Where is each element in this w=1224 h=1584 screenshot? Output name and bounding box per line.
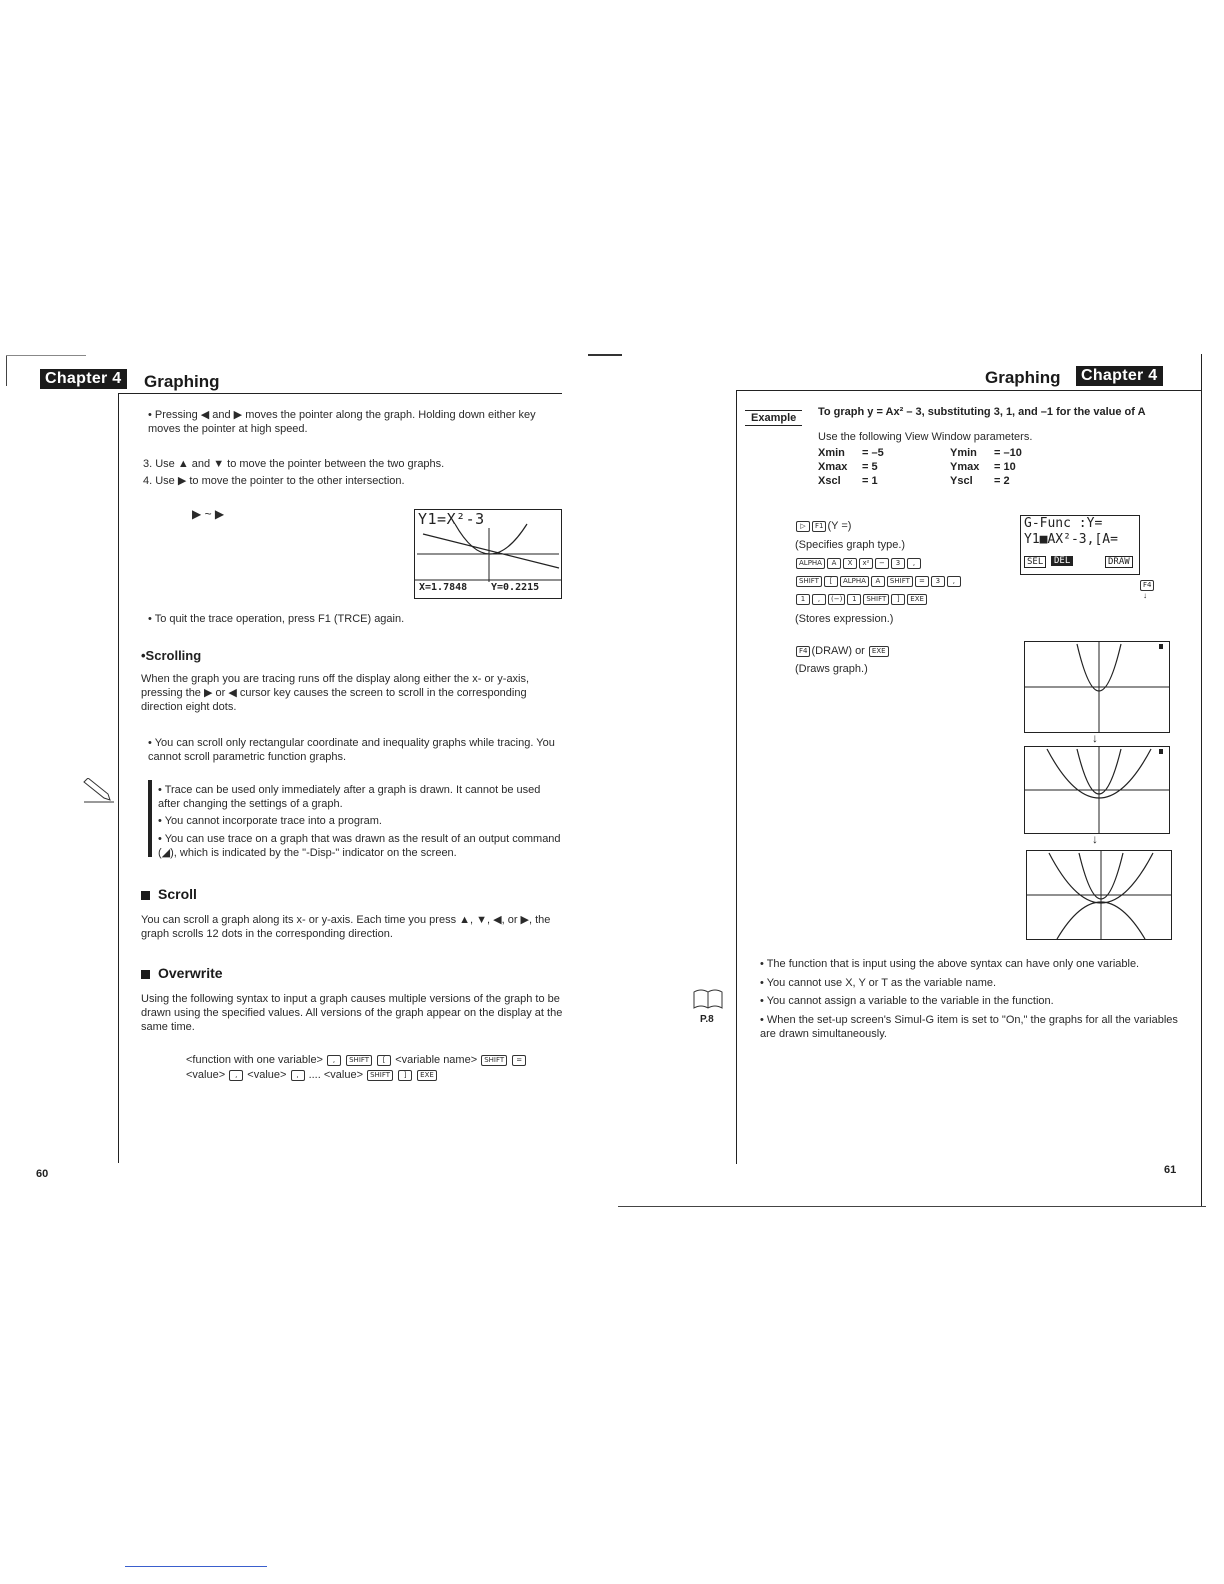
close-bracket-key-icon: ] bbox=[891, 594, 905, 605]
note-2: • You cannot incorporate trace into a program. bbox=[158, 815, 382, 827]
right-bullet-3: • You cannot assign a variable to the variable in the function. bbox=[760, 995, 1054, 1007]
f4-key-icon: F4 bbox=[796, 646, 810, 657]
equals-key-icon: = bbox=[512, 1055, 526, 1066]
a-key-icon: A bbox=[827, 558, 841, 569]
param-row bbox=[814, 446, 1026, 460]
down-arrow-1: ↓ bbox=[1092, 731, 1098, 745]
alpha-key-icon: ALPHA bbox=[796, 558, 825, 569]
param-row bbox=[814, 474, 1026, 488]
key-row-3 bbox=[795, 592, 928, 606]
busy-indicator bbox=[1159, 644, 1163, 649]
minus-key-icon: − bbox=[875, 558, 889, 569]
reference-label: P.8 bbox=[700, 1014, 714, 1025]
right-bullet-4: • When the set-up screen's Simul-G item is set to "On," the graphs for all the variables are drawn simultaneously. bbox=[760, 1014, 1178, 1040]
view-window-params bbox=[814, 446, 1026, 488]
draw-step-label: (DRAW) or bbox=[811, 645, 865, 657]
comma-key-icon: , bbox=[291, 1070, 305, 1081]
exe-key-icon: EXE bbox=[417, 1070, 437, 1081]
one-key-icon: 1 bbox=[847, 594, 861, 605]
right-page-number: 61 bbox=[1164, 1164, 1177, 1176]
note-3: • You can use trace on a graph that was drawn as the result of an output command (◢), which is indicated by the "-Disp-" indicator on the screen. bbox=[158, 833, 561, 859]
heading-square-icon bbox=[141, 970, 150, 979]
left-edge-line bbox=[6, 356, 7, 386]
overwrite-text: Using the following syntax to input a graph causes multiple versions of the graph to be drawn using the specified values. All versions of the graph appear on the display at the same time. bbox=[141, 993, 563, 1033]
bottom-rule bbox=[618, 1206, 1206, 1207]
draw-note: (Draws graph.) bbox=[795, 663, 868, 675]
syntax-value-2: <value> bbox=[247, 1069, 287, 1081]
syntax-value-n: .... <value> bbox=[308, 1069, 363, 1081]
close-bracket-key-icon: ] bbox=[398, 1070, 412, 1081]
right-bullet-1: • The function that is input using the above syntax can have only one variable. bbox=[760, 958, 1140, 970]
note-bar bbox=[148, 780, 152, 857]
right-chapter-chip: Chapter 4 bbox=[1076, 366, 1163, 386]
line-curve bbox=[423, 534, 559, 568]
step-4: 4. Use ▶ to move the pointer to the other intersection. bbox=[143, 475, 405, 487]
param-value: = –10 bbox=[994, 447, 1022, 459]
equals-key-icon: = bbox=[915, 576, 929, 587]
param-value: = 10 bbox=[994, 461, 1016, 473]
syntax-line-2 bbox=[186, 1068, 438, 1082]
step-y-keys bbox=[795, 519, 851, 533]
f4-arrow: ↓ bbox=[1143, 591, 1147, 600]
comma-key-icon: , bbox=[812, 594, 826, 605]
left-top-thin-rule bbox=[6, 355, 86, 356]
param-key: Ymax bbox=[950, 461, 980, 473]
del-softkey: DEL bbox=[1051, 556, 1073, 566]
scroll-heading-text: Scroll bbox=[158, 886, 197, 902]
comma-key-icon: , bbox=[947, 576, 961, 587]
param-key: Xmin bbox=[818, 447, 845, 459]
step-3: 3. Use ▲ and ▼ to move the pointer between the two graphs. bbox=[143, 458, 445, 470]
scroll-only-note: • You can scroll only rectangular coordinate and inequality graphs while tracing. You cannot scroll parametric function graphs. bbox=[148, 737, 555, 763]
a-key-icon: A bbox=[871, 576, 885, 587]
overwrite-heading-text: Overwrite bbox=[158, 965, 223, 981]
param-key: Ymin bbox=[950, 447, 977, 459]
left-margin-rule bbox=[118, 393, 119, 1163]
overwrite-heading bbox=[141, 965, 223, 981]
param-value: = 1 bbox=[862, 475, 878, 487]
readout-x: X=1.7848 bbox=[419, 582, 468, 593]
syntax-value-1: <value> bbox=[186, 1069, 226, 1081]
exe-key-icon: EXE bbox=[907, 594, 927, 605]
square-key-icon: x² bbox=[859, 558, 873, 569]
scrolling-text: When the graph you are tracing runs off the display along either the x- or y-axis, pressing the ▶ or ◀ cursor key causes the screen to scroll in the corresponding direction eight dots. bbox=[141, 673, 530, 713]
step-y-note: (Specifies graph type.) bbox=[795, 539, 906, 551]
shift-key-icon: SHIFT bbox=[346, 1055, 372, 1066]
one-key-icon: 1 bbox=[796, 594, 810, 605]
f4-label: F4 bbox=[1140, 580, 1154, 591]
right-section-title: Graphing bbox=[985, 368, 1061, 387]
footer-link-line bbox=[125, 1566, 267, 1567]
scrolling-title: •Scrolling bbox=[141, 648, 202, 663]
down-arrow-2: ↓ bbox=[1092, 832, 1098, 846]
param-value: = 2 bbox=[994, 475, 1010, 487]
example-label: Example bbox=[745, 410, 802, 426]
step-y-label: (Y =) bbox=[827, 520, 852, 532]
param-key: Xmax bbox=[818, 461, 848, 473]
x-key-icon: X bbox=[843, 558, 857, 569]
comma-key-icon: , bbox=[907, 558, 921, 569]
left-header-rule bbox=[118, 393, 562, 394]
syntax-variable: <variable name> bbox=[395, 1054, 478, 1066]
f1-key-icon: F1 bbox=[812, 521, 826, 532]
param-key: Yscl bbox=[950, 475, 973, 487]
bracket-key-icon: [ bbox=[377, 1055, 391, 1066]
graph-screen-am1 bbox=[1026, 850, 1172, 940]
calc-screen-trace bbox=[414, 509, 562, 599]
graph-screen-a1 bbox=[1024, 746, 1170, 834]
graph-screen-a3 bbox=[1024, 641, 1170, 733]
param-value: = 5 bbox=[862, 461, 878, 473]
param-row bbox=[814, 460, 1026, 474]
screen-title: Y1=X²-3 bbox=[418, 510, 485, 528]
right-margin-rule bbox=[736, 390, 737, 1164]
bracket-key-icon: [ bbox=[824, 576, 838, 587]
gfunc-line-1: G-Func :Y= bbox=[1024, 516, 1103, 531]
scroll-text: You can scroll a graph along its x- or y-axis. Each time you press ▲, ▼, ◀, or ▶, the graph scrolls 12 dots in the corresponding direction. bbox=[141, 914, 551, 940]
parabola-curve bbox=[455, 524, 527, 554]
shift-key-icon: SHIFT bbox=[796, 576, 822, 587]
heading-square-icon bbox=[141, 891, 150, 900]
negative-key-icon: (−) bbox=[828, 594, 845, 605]
syntax-line-1 bbox=[186, 1053, 527, 1067]
shift-key-icon: SHIFT bbox=[863, 594, 889, 605]
param-key: Xscl bbox=[818, 475, 841, 487]
graph-a1 bbox=[1025, 747, 1169, 833]
left-chapter-chip: Chapter 4 bbox=[40, 369, 127, 389]
comma-key-icon: , bbox=[229, 1070, 243, 1081]
book-reference-icon bbox=[692, 986, 724, 1012]
param-value: = –5 bbox=[862, 447, 884, 459]
right-edge-rule bbox=[1201, 354, 1202, 1206]
alpha-key-icon: ALPHA bbox=[840, 576, 869, 587]
shift-key-icon: SHIFT bbox=[887, 576, 913, 587]
gfunc-line-2: Y1■AX²-3,[A= bbox=[1024, 532, 1118, 547]
key-row-1 bbox=[795, 556, 922, 570]
key-sequence: ▶ ~ ▶ bbox=[192, 507, 225, 521]
graph-am1 bbox=[1027, 851, 1171, 939]
graph-a3 bbox=[1025, 642, 1169, 732]
left-section-title: Graphing bbox=[144, 372, 220, 391]
center-top-mark bbox=[588, 354, 622, 356]
right-header-rule bbox=[736, 390, 1201, 391]
sel-softkey: SEL bbox=[1024, 556, 1046, 568]
right-bullet-2: • You cannot use X, Y or T as the variable name. bbox=[760, 977, 997, 989]
use-params: Use the following View Window parameters. bbox=[818, 431, 1033, 443]
pencil-icon bbox=[82, 778, 116, 804]
shift-key-icon: SHIFT bbox=[367, 1070, 393, 1081]
left-bullet-pressing: • Pressing ◀ and ▶ moves the pointer along the graph. Holding down either key moves the pointer at high speed. bbox=[148, 409, 536, 435]
stores-note: (Stores expression.) bbox=[795, 613, 894, 625]
three-key-icon: 3 bbox=[891, 558, 905, 569]
draw-step bbox=[795, 644, 890, 658]
exe-key-icon: EXE bbox=[869, 646, 889, 657]
key-row-2 bbox=[795, 574, 962, 588]
note-1: • Trace can be used only immediately after a graph is drawn. It cannot be used after changing the settings of a graph. bbox=[158, 784, 541, 810]
calc-screen-gfunc bbox=[1020, 515, 1140, 575]
syntax-function: <function with one variable> bbox=[186, 1054, 323, 1066]
readout-y: Y=0.2215 bbox=[491, 582, 540, 593]
example-title: To graph y = Ax² – 3, substituting 3, 1, and –1 for the value of A bbox=[818, 406, 1146, 418]
three-key-icon: 3 bbox=[931, 576, 945, 587]
scroll-heading bbox=[141, 886, 197, 902]
right-arrow-key-icon: ▷ bbox=[796, 521, 810, 532]
busy-indicator bbox=[1159, 749, 1163, 754]
left-page-number: 60 bbox=[36, 1168, 49, 1180]
draw-softkey: DRAW bbox=[1105, 556, 1133, 568]
comma-key-icon: , bbox=[327, 1055, 341, 1066]
trace-quit-note: • To quit the trace operation, press F1 (TRCE) again. bbox=[148, 613, 405, 625]
shift-key-icon: SHIFT bbox=[481, 1055, 507, 1066]
